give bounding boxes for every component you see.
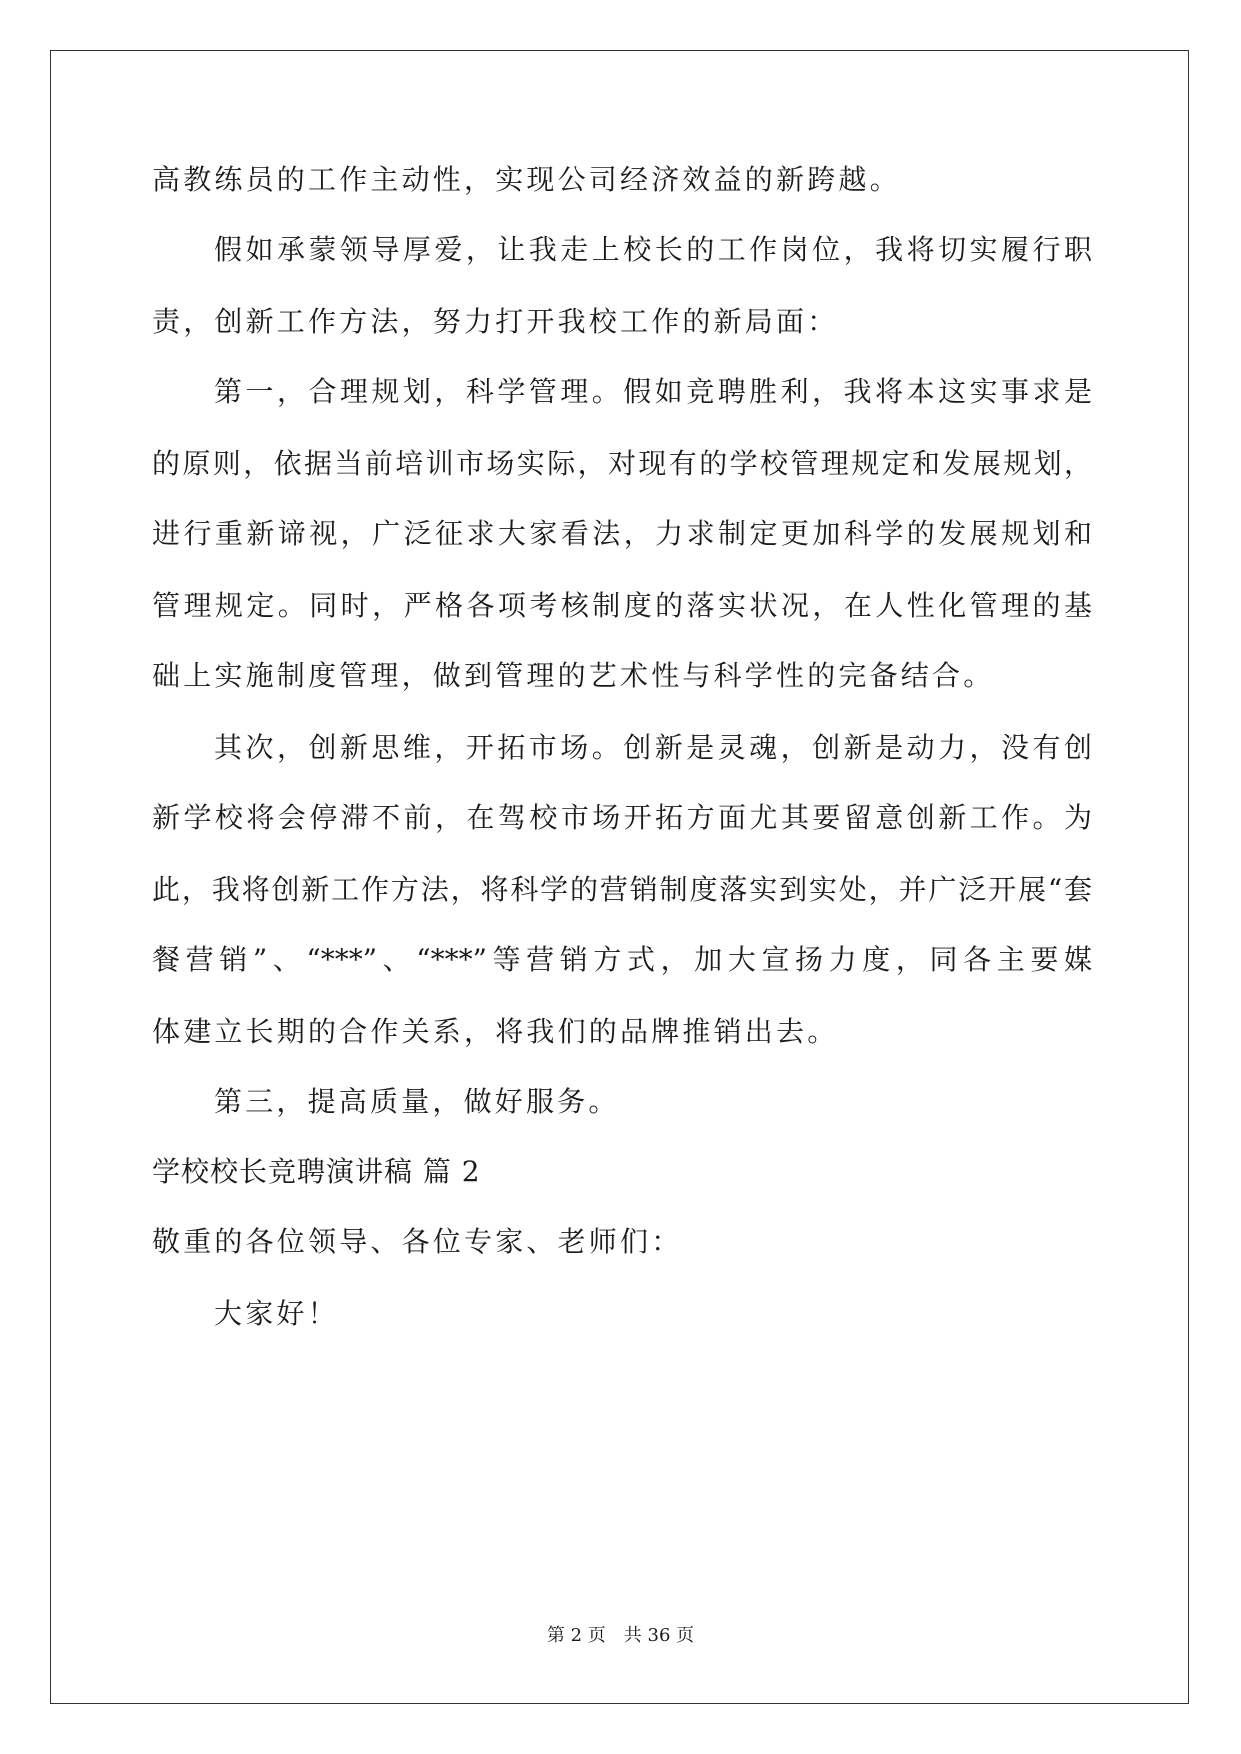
salutation: 敬重的各位领导、各位专家、老师们： [152, 1225, 683, 1258]
greeting: 大家好！ [214, 1297, 339, 1330]
paragraph-first-line: 其次，创新思维，开拓市场。创新是灵魂，创新是动力，没有创 [214, 731, 1092, 764]
body-line: 餐营销”、“***”、“***”等营销方式，加大宣扬力度，同各主要媒 [152, 943, 1092, 976]
paragraph-first-line: 第三，提高质量，做好服务。 [214, 1085, 620, 1118]
body-line: 的原则，依据当前培训市场实际，对现有的学校管理规定和发展规划， [152, 447, 1092, 480]
paragraph-first-line: 假如承蒙领导厚爱，让我走上校长的工作岗位，我将切实履行职 [214, 233, 1092, 266]
paragraph-first-line: 第一，合理规划，科学管理。假如竞聘胜利，我将本这实事求是 [214, 375, 1092, 408]
body-line: 高教练员的工作主动性，实现公司经济效益的新跨越。 [152, 163, 901, 196]
body-line: 础上实施制度管理，做到管理的艺术性与科学性的完备结合。 [152, 659, 995, 692]
body-line: 此，我将创新工作方法，将科学的营销制度落实到实处，并广泛开展“套 [152, 873, 1092, 906]
body-line: 管理规定。同时，严格各项考核制度的落实状况，在人性化管理的基 [152, 589, 1092, 622]
page-number-footer: 第 2 页 共 36 页 [546, 1625, 695, 1646]
body-line: 新学校将会停滞不前，在驾校市场开拓方面尤其要留意创新工作。为 [152, 801, 1092, 834]
body-line: 体建立长期的合作关系，将我们的品牌推销出去。 [152, 1015, 839, 1048]
body-line: 进行重新谛视，广泛征求大家看法，力求制定更加科学的发展规划和 [152, 517, 1092, 550]
body-line: 责，创新工作方法，努力打开我校工作的新局面： [152, 305, 839, 338]
section-heading: 学校校长竞聘演讲稿 篇 2 [152, 1155, 481, 1188]
